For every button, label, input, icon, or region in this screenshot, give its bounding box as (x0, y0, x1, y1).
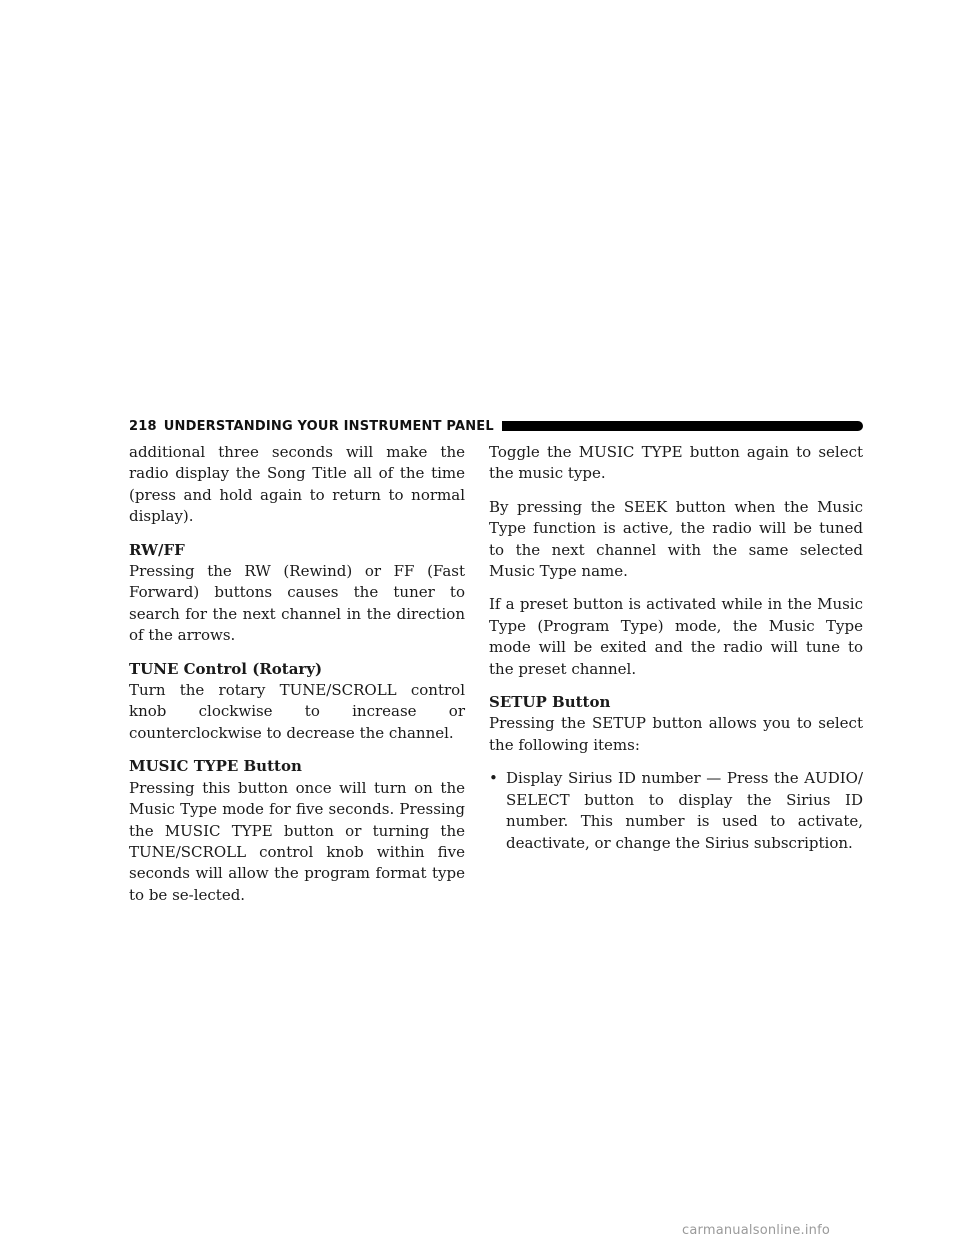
music-type-heading: MUSIC TYPE Button (129, 757, 302, 776)
bullet-item (489, 768, 863, 854)
tune-heading: TUNE Control (Rotary) (129, 659, 323, 678)
left-column (129, 442, 465, 918)
bullet-text: Display Sirius ID number — Press the AUDIO/ SELECT button to display the Sirius ID number. This number is used to activate, deactivate, or change the Sirius subscription. (506, 769, 863, 852)
toggle-paragraph: Toggle the MUSIC TYPE button again to select the music type. (489, 443, 863, 483)
tune-section (129, 659, 465, 745)
seek-paragraph: By pressing the SEEK button when the Music Type function is active, the radio will be tuned to the next channel with the same selected Music Type name. (489, 497, 863, 581)
music-type-section (129, 756, 465, 906)
rwff-section (129, 540, 465, 647)
setup-paragraph: Pressing the SETUP button allows you to select the following items: (489, 714, 863, 754)
preset-paragraph: If a preset button is activated while in the Music Type (Program Type) mode, the Music Type mode will be exited and the radio will tune to the preset channel. (489, 595, 863, 678)
tune-paragraph: Turn the rotary TUNE/SCROLL control knob clockwise to increase or counterclockwise to decrease the channel. (129, 681, 465, 742)
watermark: carmanualsonline.info (682, 1223, 831, 1238)
setup-section (489, 692, 863, 854)
section-title: UNDERSTANDING YOUR INSTRUMENT PANEL (163, 418, 494, 434)
header-rule (502, 421, 863, 431)
rwff-heading: RW/FF (129, 540, 185, 559)
page-number: 218 (129, 418, 157, 434)
bullet-icon: • (489, 769, 498, 788)
music-type-paragraph: Pressing this button once will turn on the Music Type mode for five seconds. Pressing the MUSIC TYPE button or turning the TUNE/SCROLL control knob within five seconds will allow the program format type to be se-lected. (129, 778, 465, 904)
rwff-paragraph: Pressing the RW (Rewind) or FF (Fast Forward) buttons causes the tuner to search for the next channel in the direction of the arrows. (129, 562, 465, 645)
setup-heading: SETUP Button (489, 693, 611, 712)
right-column (489, 442, 863, 854)
intro-paragraph: additional three seconds will make the radio display the Song Title all of the time (press and hold again to return to normal display). (129, 443, 465, 526)
page-header (129, 418, 863, 434)
